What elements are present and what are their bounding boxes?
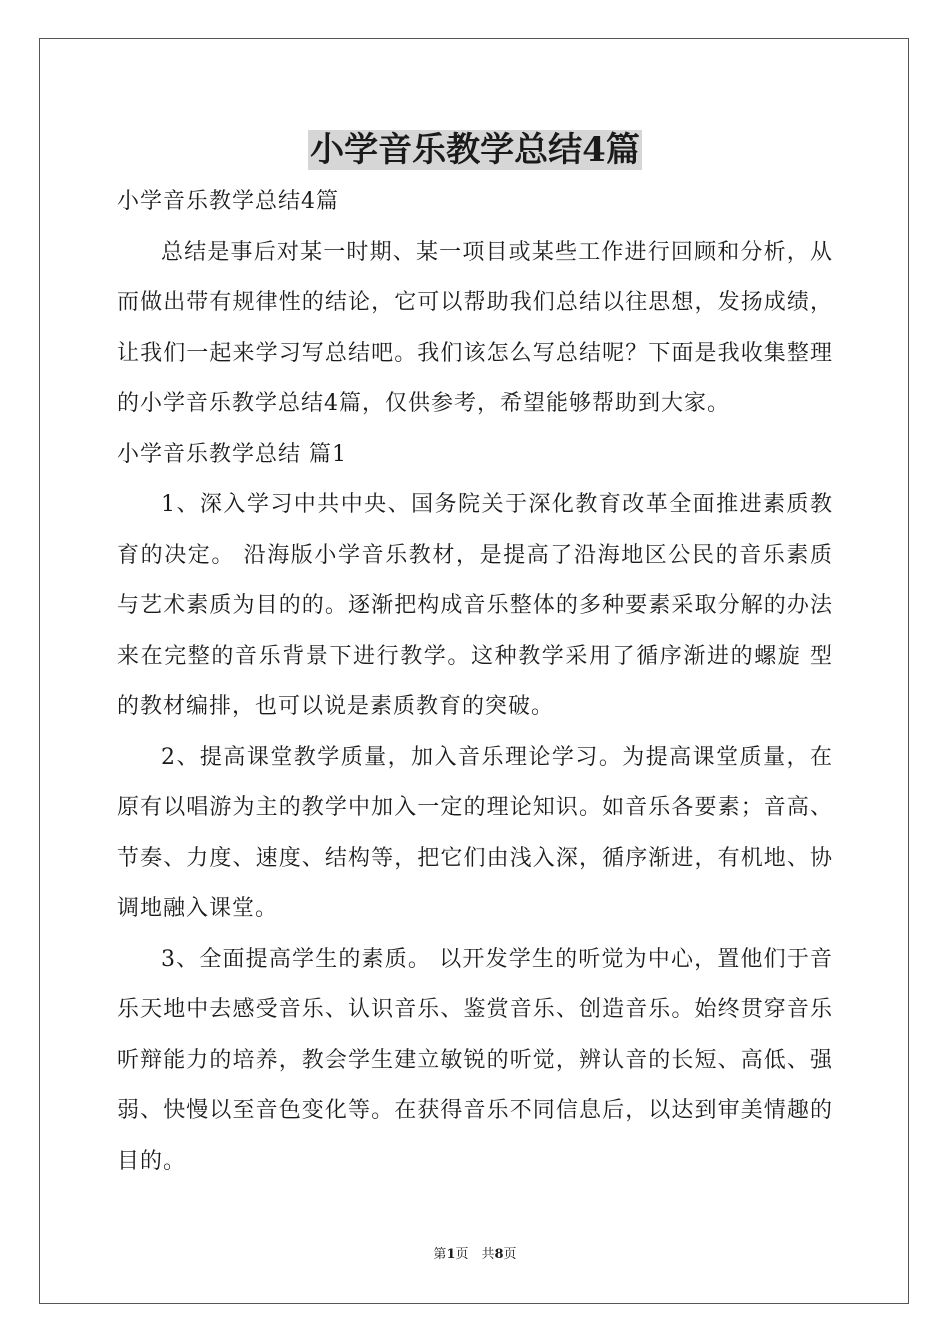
footer-page-current: 1: [446, 1247, 456, 1262]
footer-suffix: 页: [503, 1247, 517, 1262]
body-paragraph: 1、深入学习中共中央、国务院关于深化教育改革全面推进素质教育的决定。 沿海版小学音乐教材，是提高了沿海地区公民的音乐素质与艺术素质为目的的。逐渐把构成音乐整体的多种要素采取分解的办法来在完整的音乐背景下进行教学。这种教学采用了循序渐进的螺旋 型的教材编排，也可以说是素质教育的突破。: [117, 492, 833, 719]
footer-page-total: 8: [494, 1247, 504, 1262]
footer-mid: 页 共: [455, 1247, 495, 1262]
document-body: [117, 177, 833, 1187]
body-paragraph: 总结是事后对某一时期、某一项目或某些工作进行回顾和分析，从而做出带有规律性的结论，它可以帮助我们总结以往思想，发扬成绩，让我们一起来学习写总结吧。我们该怎么写总结呢？下面是我收集整理的小学音乐教学总结4篇，仅供参考，希望能够帮助到大家。: [117, 239, 833, 416]
document-title: [0, 128, 950, 172]
body-paragraph: 2、提高课堂教学质量，加入音乐理论学习。为提高课堂质量，在原有以唱游为主的教学中加入一定的理论知识。如音乐各要素；音高、节奏、力度、速度、结构等，把它们由浅入深，循序渐进，有机地、协调地融入课堂。: [117, 744, 833, 921]
body-paragraph: 小学音乐教学总结4篇: [117, 189, 339, 214]
footer-prefix: 第: [433, 1247, 447, 1262]
document-title-text: 小学音乐教学总结4篇: [310, 130, 640, 170]
page-footer: [0, 1246, 950, 1264]
section-heading: 小学音乐教学总结 篇1: [117, 441, 347, 467]
body-paragraph: 3、全面提高学生的素质。 以开发学生的听觉为中心，置他们于音乐天地中去感受音乐、认识音乐、鉴赏音乐、创造音乐。始终贯穿音乐听辩能力的培养，教会学生建立敏锐的听觉，辨认音的长短、高低、强弱、快慢以至音色变化等。在获得音乐不同信息后，以达到审美情趣的目的。: [117, 946, 833, 1174]
